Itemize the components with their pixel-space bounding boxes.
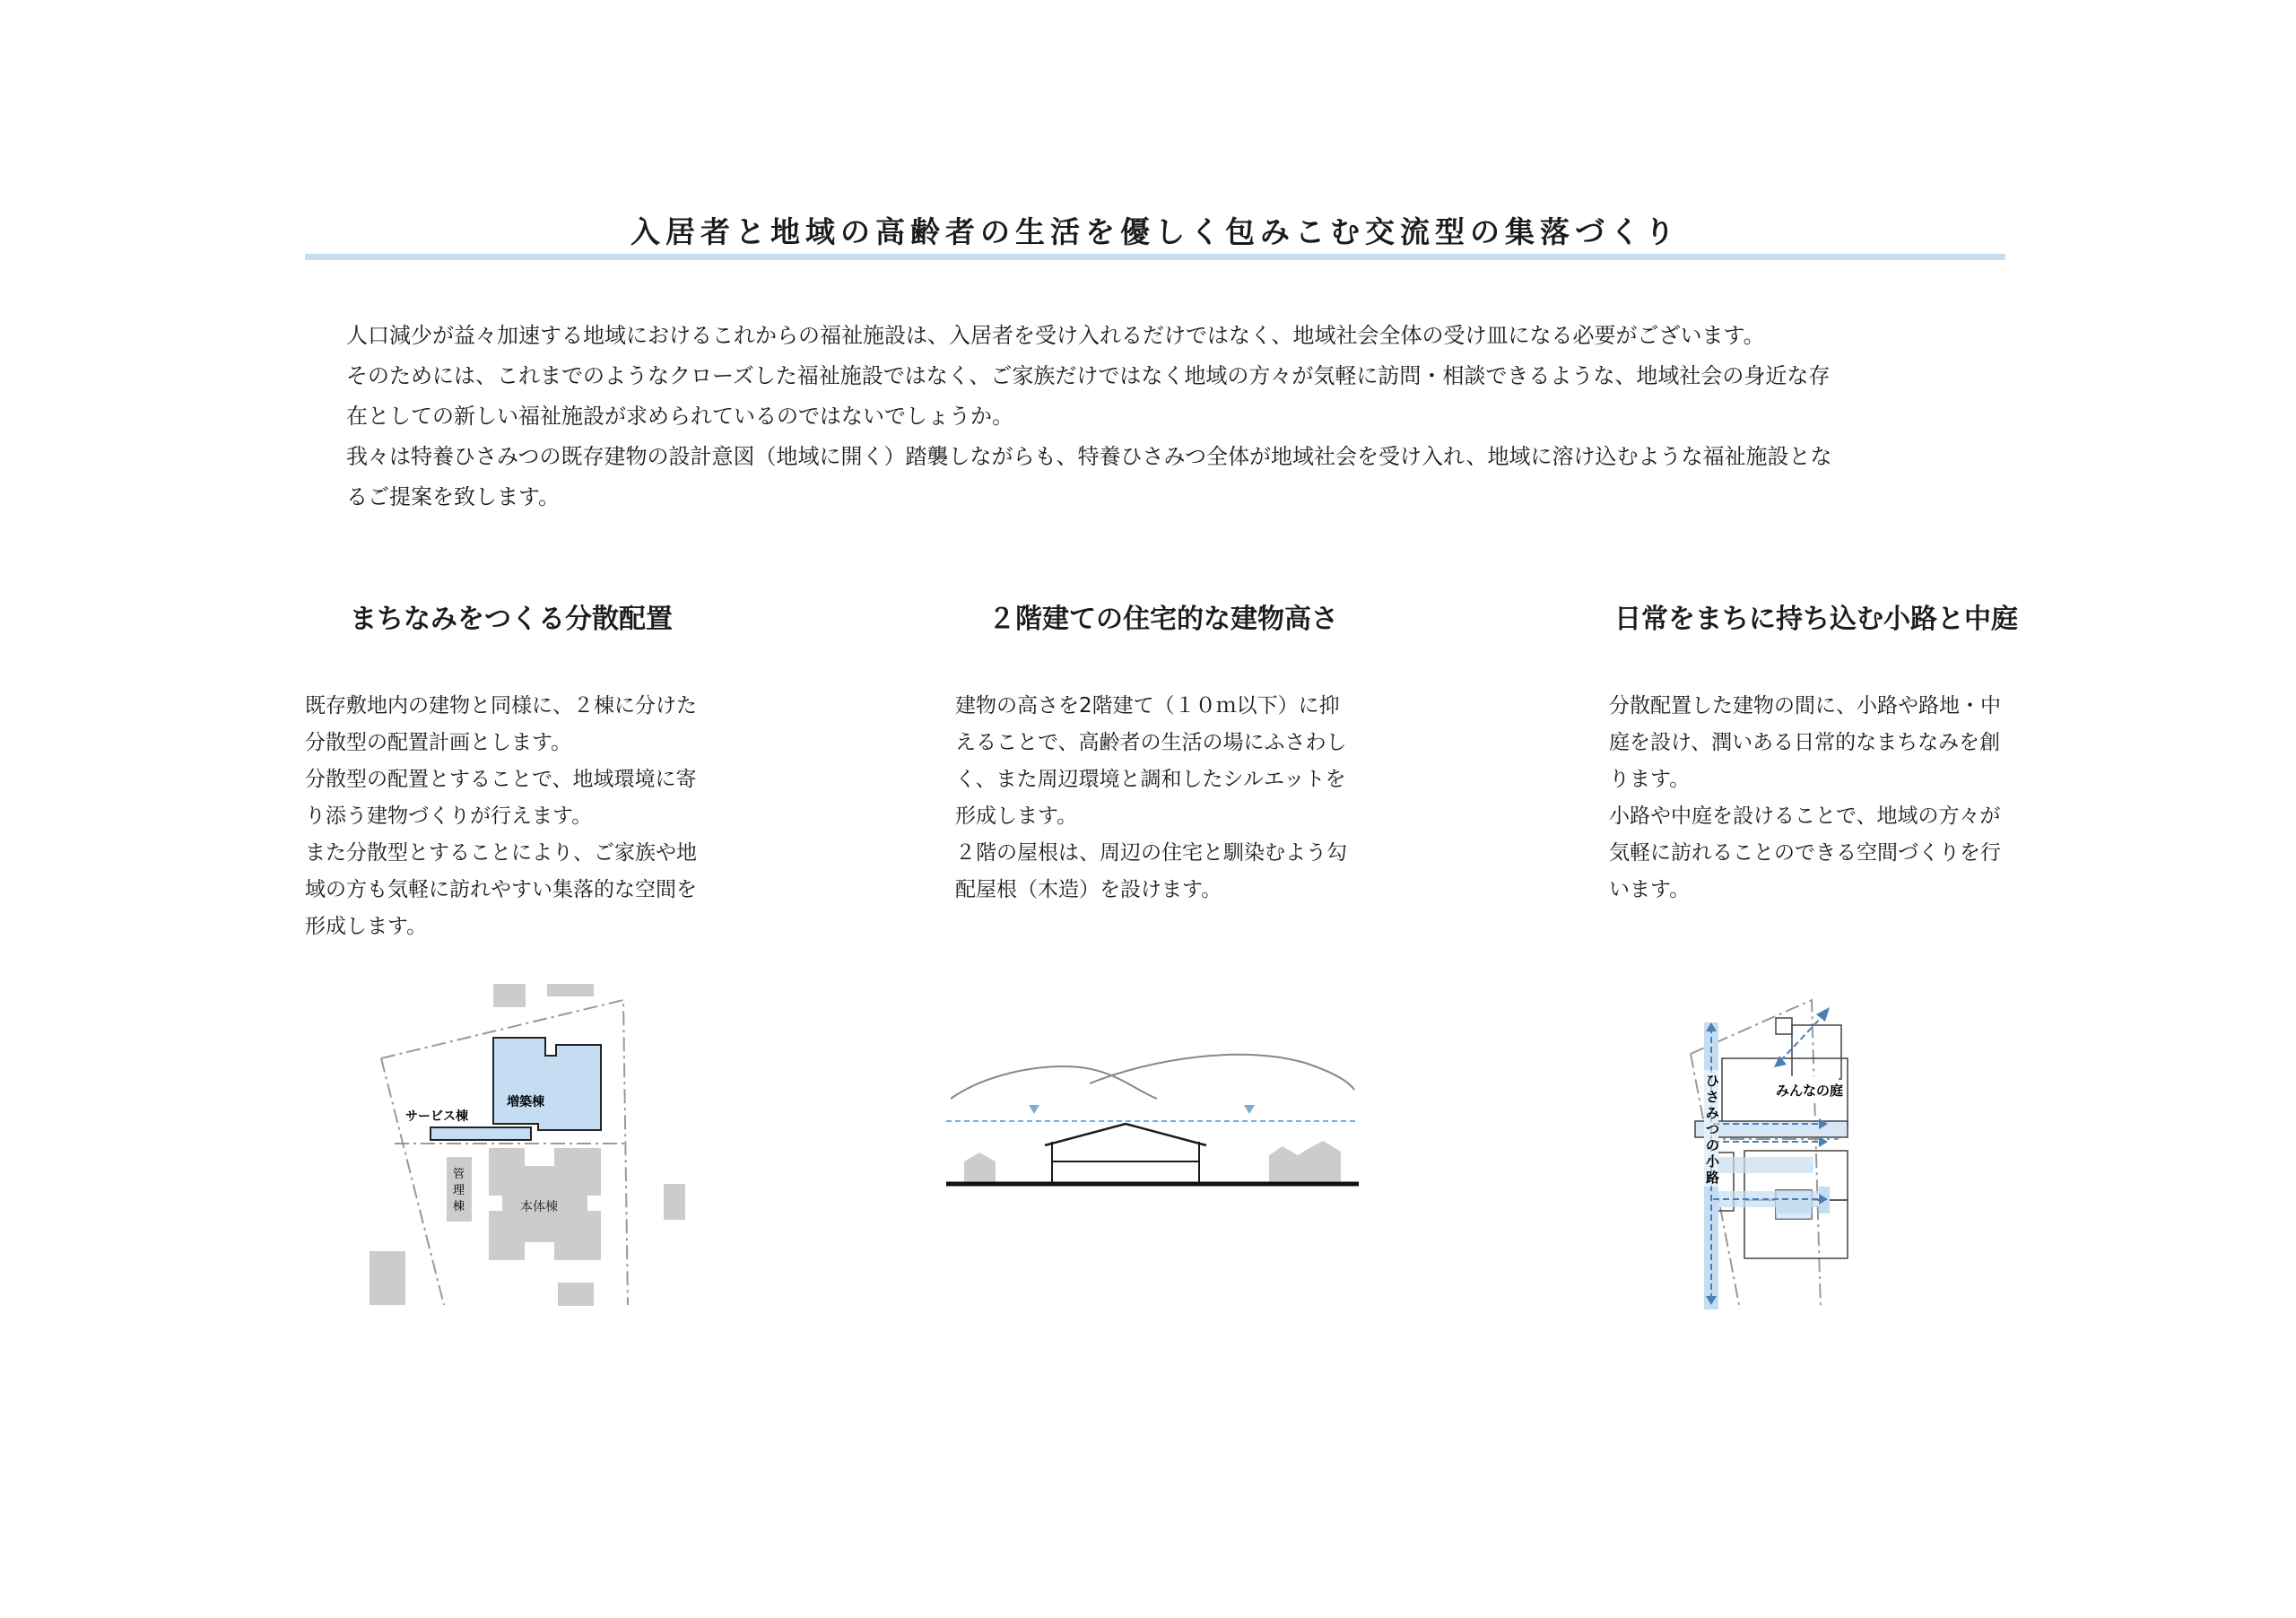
body-line: 小路や中庭を設けることで、地域の方々が (1609, 805, 2001, 828)
alley-label: 小 (1706, 1153, 1720, 1170)
neighbor-house (1269, 1141, 1341, 1182)
body-line: 既存敷地内の建物と同様に、２棟に分けた (305, 694, 697, 718)
title-underline (305, 254, 2005, 260)
site-plan-diagram (359, 973, 700, 1309)
intro-line: るご提案を致します。 (346, 484, 561, 509)
alley-label: ひ (1706, 1073, 1720, 1089)
body-line: また分散型とすることにより、ご家族や地 (305, 841, 697, 865)
arrow-diagonal-icon (1816, 1007, 1830, 1022)
service-building (430, 1127, 531, 1140)
intro-line: 在としての新しい福祉施設が求められているのではないでしょうか。 (346, 404, 1013, 429)
alley-label: み (1706, 1105, 1720, 1121)
height-section-diagram (946, 1040, 1359, 1197)
body-line: 形成します。 (955, 805, 1078, 828)
body-line: 形成します。 (305, 915, 428, 938)
admin-label: 管 (453, 1168, 465, 1181)
neighbor-house (964, 1153, 996, 1182)
diagonal-arrow (1780, 1016, 1822, 1061)
body-line: 庭を設け、潤いある日常的なまちなみを創 (1609, 731, 2001, 754)
height-marker-icon (1029, 1105, 1039, 1114)
body-line: り添う建物づくりが行えます。 (305, 805, 593, 828)
building-height-text (955, 688, 1386, 909)
intro-text (346, 316, 1961, 518)
distributed-layout-heading: まちなみをつくる分散配置 (350, 604, 673, 635)
body-line: 気軽に訪れることのできる空間づくりを行 (1609, 841, 2001, 865)
alley-band (1715, 1157, 1813, 1173)
alley-label: さ (1706, 1089, 1720, 1105)
main-label: 本体棟 (520, 1200, 558, 1214)
arrow-right-icon (1819, 1136, 1828, 1147)
pitched-roof (1045, 1124, 1206, 1145)
annex-building (493, 1038, 601, 1130)
alley-label: つ (1706, 1121, 1720, 1137)
intro-line: 人口減少が益々加速する地域におけるこれからの福祉施設は、入居者を受け入れるだけではなく、地域社会全体の受け皿になる必要がございます。 (346, 323, 1765, 348)
building-outline (1792, 1025, 1841, 1079)
intro-line: 我々は特養ひさみつの既存建物の設計意図（地域に開く）踏襲しながらも、特養ひさみつ全体が地域社会を受け入れ、地域に溶け込むような福祉施設とな (346, 444, 1832, 469)
height-marker-icon (1244, 1105, 1255, 1114)
page-title: 入居者と地域の高齢者の生活を優しく包みこむ交流型の集落づくり (631, 214, 1680, 249)
alley-courtyard-text (1609, 688, 2039, 909)
alley-label: 路 (1706, 1170, 1720, 1186)
body-line: 分散型の配置とすることで、地域環境に寄 (305, 768, 697, 791)
alley-label: の (1706, 1137, 1720, 1153)
body-line: ります。 (1609, 768, 1691, 791)
everyones-garden-label: みんなの庭 (1776, 1083, 1844, 1099)
body-line: ２階の屋根は、周辺の住宅と馴染むよう勾 (955, 841, 1347, 865)
neighbor-buildings (370, 984, 685, 1306)
body-line: 建物の高さを2階建て（１０ｍ以下）に抑 (955, 694, 1340, 718)
body-line: 分散型の配置計画とします。 (305, 731, 572, 754)
service-label: サービス棟 (405, 1109, 468, 1124)
annex-label: 増築棟 (507, 1095, 544, 1109)
admin-label: 棟 (453, 1200, 465, 1214)
alley-plan-diagram (1686, 991, 1955, 1309)
body-line: 域の方も気軽に訪れやすい集落的な空間を (305, 878, 697, 901)
building-height-heading: ２階建ての住宅的な建物高さ (988, 604, 1338, 635)
building-outline (1776, 1018, 1792, 1034)
distributed-layout-text (305, 688, 735, 945)
body-line: 配屋根（木造）を設けます。 (955, 878, 1222, 901)
intro-line: そのためには、これまでのようなクローズした福祉施設ではなく、ご家族だけではなく地域の方々が気軽に訪問・相談できるような、地域社会の身近な存 (346, 363, 1831, 388)
body-line: 分散配置した建物の間に、小路や路地・中 (1609, 694, 2001, 718)
admin-label: 理 (453, 1184, 465, 1197)
body-line: えることで、高齢者の生活の場にふさわし (955, 731, 1347, 754)
body-line: います。 (1609, 878, 1691, 901)
alley-courtyard-heading: 日常をまちに持ち込む小路と中庭 (1614, 604, 2018, 635)
body-line: く、また周辺環境と調和したシルエットを (955, 768, 1346, 791)
